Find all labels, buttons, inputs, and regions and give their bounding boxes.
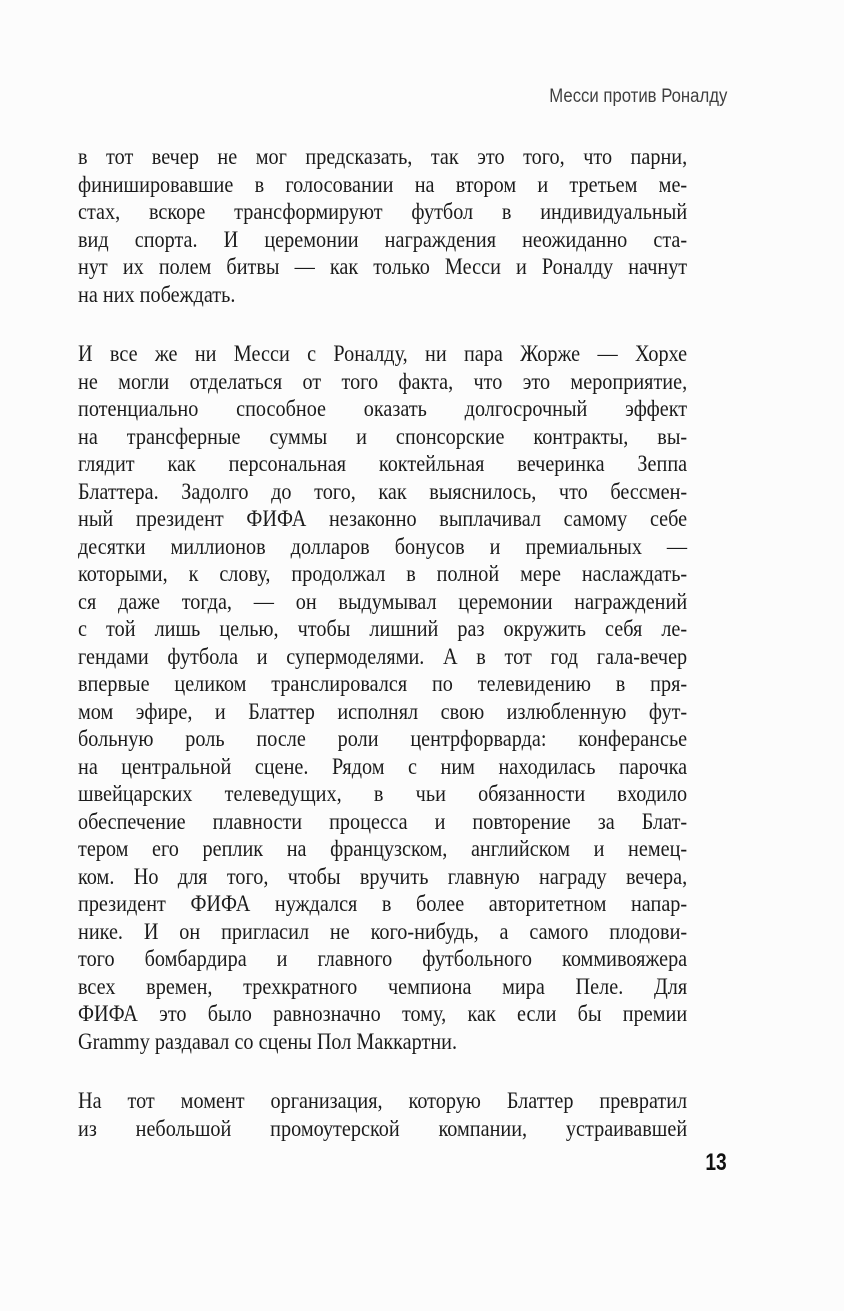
paragraph [78, 340, 687, 1055]
text-line: обеспечение плавности процесса и повторение за Блат- [78, 808, 688, 834]
paragraph [78, 143, 687, 308]
text-line: стах, вскоре трансформируют футбол в индивидуальный [78, 199, 688, 224]
text-line: тером его реплик на французском, английском и немец- [78, 836, 688, 861]
text-line: которыми, к слову, продолжал в полной мере наслаждать- [78, 561, 688, 586]
text-line: из небольшой промоутерской компании, устраивавшей [78, 1115, 688, 1141]
text-line: не могли отделаться от того факта, что это мероприятие, [78, 368, 688, 394]
text-line: потенциально способное оказать долгосрочный эффект [78, 396, 688, 421]
text-line: десятки миллионов долларов бонусов и премиальных — [78, 533, 688, 559]
text-line: на трансферные суммы и спонсорские контракты, вы- [78, 423, 688, 449]
text-line: президент ФИФА нуждался в более авторитетном напар- [78, 891, 688, 916]
text-line: ФИФА это было равнозначно тому, как если бы премии [78, 1001, 688, 1026]
text-line: всех времен, трехкратного чемпиона мира Пеле. Для [78, 973, 688, 999]
text-line: Блаттера. Задолго до того, как выяснилось, что бессмен- [78, 478, 688, 504]
text-line: нике. И он пригласил не кого-нибудь, а самого плодови- [78, 918, 688, 944]
text-line: впервые целиком транслировался по телевидению в пря- [78, 671, 688, 696]
text-line: И все же ни Месси с Роналду, ни пара Жорже — Хорхе [78, 341, 688, 366]
text-line: вид спорта. И церемонии награждения неожиданно ста- [78, 226, 688, 252]
text-line: того бомбардира и главного футбольного коммивояжера [78, 946, 688, 971]
text-line: ся даже тогда, — он выдумывал церемонии награждений [78, 588, 688, 614]
text-line: нут их полем битвы — как только Месси и Роналду начнут [78, 254, 688, 279]
text-line: больную роль после роли центрфорварда: конферансье [78, 726, 688, 751]
text-line: на центральной сцене. Рядом с ним находилась парочка [78, 753, 688, 779]
text-line: мом эфире, и Блаттер исполнял свою излюбленную фут- [78, 698, 688, 724]
text-line: в тот вечер не мог предсказать, так это того, что парни, [78, 144, 688, 169]
text-line: на них побеждать. [78, 281, 236, 307]
text-line: финишировавшие в голосовании на втором и третьем ме- [78, 171, 688, 197]
text-line: с той лишь целью, чтобы лишний раз окружить себя ле- [78, 616, 688, 641]
running-header: Месси против Роналду [548, 86, 727, 107]
page-text [78, 143, 687, 1174]
text-line: На тот момент организация, которую Блаттер превратил [78, 1088, 688, 1113]
paragraph [78, 1087, 687, 1142]
text-line: швейцарских телеведущих, в чьи обязанности входило [78, 781, 688, 806]
text-line: Grammy раздавал со сцены Пол Маккартни. [78, 1028, 458, 1054]
text-line: глядит как персональная коктейльная вечеринка Зеппа [78, 451, 688, 476]
text-line: ный президент ФИФА незаконно выплачивал самому себе [78, 506, 688, 531]
page-number: 13 [705, 1149, 727, 1176]
text-line: ком. Но для того, чтобы вручить главную награду вечера, [78, 863, 688, 889]
text-line: гендами футбола и супермоделями. А в тот год гала-вечер [78, 643, 688, 669]
